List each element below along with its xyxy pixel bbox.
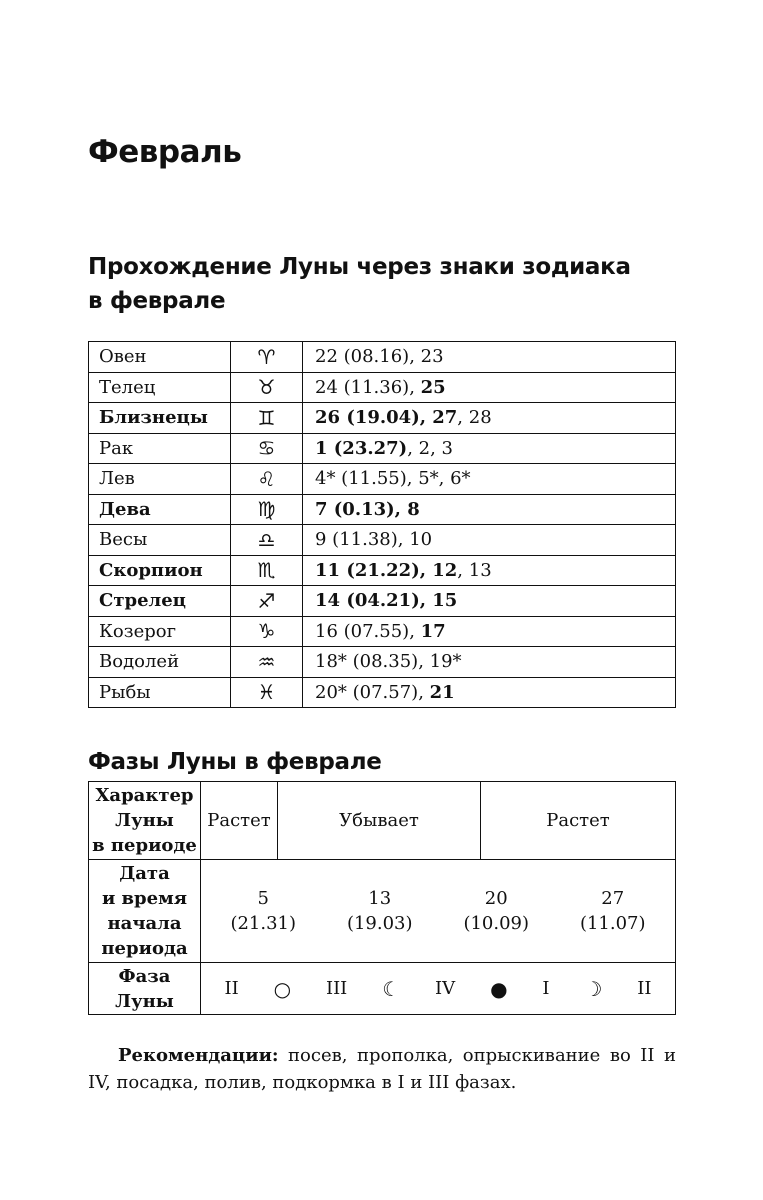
- zodiac-days-part: 9 (11.38), 10: [315, 529, 433, 551]
- zodiac-row: [89, 525, 676, 556]
- zodiac-sign-name: Овен: [89, 342, 231, 373]
- zodiac-days-part: 16 (07.55),: [315, 620, 421, 642]
- zodiac-sign-name: Дева: [89, 494, 231, 525]
- zodiac-sign-name: Рыбы: [89, 677, 231, 708]
- zodiac-days: [303, 372, 676, 403]
- zodiac-row: [89, 494, 676, 525]
- zodiac-row: [89, 403, 676, 434]
- phase-header-line: Луны: [115, 990, 174, 1012]
- zodiac-sign-name: Телец: [89, 372, 231, 403]
- period-start-date: [230, 886, 296, 936]
- zodiac-days-part: 24 (11.36),: [315, 376, 421, 398]
- moon-phase-numeral: I: [542, 978, 550, 999]
- period-start-time: (19.03): [346, 913, 413, 934]
- zodiac-days-part: 17: [420, 620, 446, 642]
- period-start-time: (21.31): [230, 913, 297, 934]
- zodiac-days-part: 1 (23.27): [315, 437, 408, 459]
- page-title: Февраль: [88, 134, 242, 170]
- moon-phase-numeral: II: [224, 978, 239, 999]
- moon-phase-numeral: II: [637, 978, 652, 999]
- zodiac-symbol-icon: ♏︎: [231, 555, 303, 586]
- phase-row: [89, 963, 676, 1015]
- zodiac-sign-name: Козерог: [89, 616, 231, 647]
- moon-phase-icon: ○: [273, 976, 292, 1001]
- zodiac-row: [89, 433, 676, 464]
- phase-header: [89, 963, 201, 1015]
- zodiac-symbol-icon: ♎︎: [231, 525, 303, 556]
- character-cell: Убывает: [278, 782, 481, 860]
- zodiac-days: [303, 555, 676, 586]
- zodiac-days: [303, 525, 676, 556]
- zodiac-days: [303, 586, 676, 617]
- zodiac-row: [89, 372, 676, 403]
- character-header-line: Характер: [95, 785, 194, 806]
- zodiac-sign-name: Рак: [89, 433, 231, 464]
- zodiac-sign-name: Весы: [89, 525, 231, 556]
- recommendation-text: посев, прополка, опрыскивание во II и IV, посадка, полив, подкормка в I и III фазах.: [88, 1045, 676, 1093]
- zodiac-symbol-icon: ♑︎: [231, 616, 303, 647]
- zodiac-days-part: 4* (11.55), 5*, 6*: [315, 468, 471, 490]
- zodiac-row: [89, 464, 676, 495]
- zodiac-row: [89, 616, 676, 647]
- character-header: [89, 782, 201, 860]
- date-row: [89, 860, 676, 963]
- zodiac-row: [89, 647, 676, 678]
- zodiac-symbol-icon: ♍︎: [231, 494, 303, 525]
- zodiac-row: [89, 586, 676, 617]
- zodiac-days: [303, 494, 676, 525]
- zodiac-sign-name: Стрелец: [89, 586, 231, 617]
- zodiac-heading-line1: Прохождение Луны через знаки зодиака: [88, 254, 631, 280]
- zodiac-row: [89, 342, 676, 373]
- period-start-day: 20: [484, 888, 508, 909]
- zodiac-days-part: 20* (07.57),: [315, 681, 430, 703]
- zodiac-section-heading: [88, 250, 631, 318]
- phases-cell: [201, 963, 676, 1015]
- date-header: [89, 860, 201, 963]
- zodiac-sign-name: Водолей: [89, 647, 231, 678]
- zodiac-days: [303, 647, 676, 678]
- dates-cell: [201, 860, 676, 963]
- zodiac-symbol-icon: ♋︎: [231, 433, 303, 464]
- zodiac-symbol-icon: ♈︎: [231, 342, 303, 373]
- character-header-line: в периоде: [92, 835, 197, 856]
- zodiac-days-part: 14 (04.21), 15: [315, 590, 458, 612]
- phases-section-heading: Фазы Луны в феврале: [88, 749, 382, 775]
- character-row: [89, 782, 676, 860]
- zodiac-days-part: , 28: [457, 407, 492, 429]
- period-start-time: (10.09): [463, 913, 530, 934]
- zodiac-symbol-icon: ♌︎: [231, 464, 303, 495]
- zodiac-days-part: 18* (08.35), 19*: [315, 651, 462, 673]
- zodiac-symbol-icon: ♒︎: [231, 647, 303, 678]
- zodiac-days-part: 7 (0.13), 8: [315, 498, 420, 520]
- date-header-line: Дата: [119, 863, 170, 884]
- character-header-line: Луны: [115, 810, 174, 831]
- zodiac-table: [88, 341, 676, 708]
- zodiac-sign-name: Лев: [89, 464, 231, 495]
- date-header-line: и время: [101, 888, 188, 909]
- moon-phase-numeral: III: [325, 978, 348, 999]
- zodiac-sign-name: Близнецы: [89, 403, 231, 434]
- moon-phase-icon: ●: [490, 976, 508, 1001]
- zodiac-days: [303, 464, 676, 495]
- recommendation-paragraph: [88, 1042, 676, 1096]
- zodiac-days: [303, 342, 676, 373]
- zodiac-days-part: 11 (21.22), 12: [315, 559, 458, 581]
- zodiac-days-part: , 13: [457, 559, 492, 581]
- zodiac-days: [303, 616, 676, 647]
- zodiac-days-part: 26 (19.04), 27: [315, 407, 458, 429]
- zodiac-days-part: , 2, 3: [407, 437, 453, 459]
- zodiac-sign-name: Скорпион: [89, 555, 231, 586]
- zodiac-row: [89, 555, 676, 586]
- zodiac-heading-line2: в феврале: [88, 288, 226, 314]
- period-start-day: 27: [601, 888, 625, 909]
- zodiac-days-part: 22 (08.16): [315, 346, 410, 368]
- zodiac-symbol-icon: ♐︎: [231, 586, 303, 617]
- character-cell: Растет: [481, 782, 676, 860]
- moon-phase-numeral: IV: [435, 978, 456, 999]
- recommendation-label: Рекомендации:: [118, 1045, 279, 1066]
- period-start-date: [463, 886, 529, 936]
- period-start-date: [347, 886, 413, 936]
- zodiac-days-part: , 23: [409, 346, 444, 368]
- period-start-day: 5: [257, 888, 269, 909]
- moon-phase-icon: ☽: [584, 976, 603, 1001]
- period-start-time: (11.07): [579, 913, 646, 934]
- period-start-date: [580, 886, 646, 936]
- zodiac-days-part: 21: [429, 681, 455, 703]
- zodiac-symbol-icon: ♉︎: [231, 372, 303, 403]
- moon-phases-table: [88, 781, 676, 1015]
- date-header-line: начала: [107, 913, 182, 934]
- zodiac-symbol-icon: ♓︎: [231, 677, 303, 708]
- period-start-day: 13: [368, 888, 392, 909]
- zodiac-days: [303, 433, 676, 464]
- zodiac-days: [303, 677, 676, 708]
- character-cell: Растет: [201, 782, 278, 860]
- moon-phase-icon: ☾: [382, 976, 401, 1001]
- zodiac-days-part: 25: [420, 376, 446, 398]
- zodiac-symbol-icon: ♊︎: [231, 403, 303, 434]
- zodiac-row: [89, 677, 676, 708]
- date-header-line: периода: [101, 938, 188, 959]
- zodiac-days: [303, 403, 676, 434]
- phase-header-line: Фаза: [118, 965, 171, 987]
